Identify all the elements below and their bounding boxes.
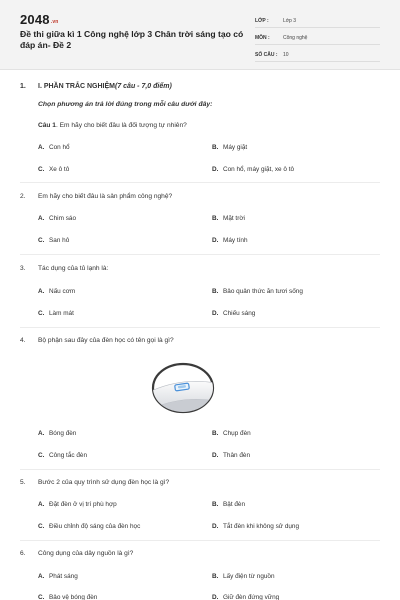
question-1-label: Câu 1 bbox=[38, 122, 56, 129]
q1-option-a[interactable]: A. Con hổ bbox=[38, 144, 70, 151]
meta-subject-label: MÔN : bbox=[255, 34, 270, 41]
logo-text: 2048 bbox=[20, 12, 50, 27]
meta-count-value: 10 bbox=[283, 51, 289, 58]
q2-option-d[interactable]: D. Máy tính bbox=[212, 237, 248, 244]
section-instruction: Chọn phương án trả lời đúng trong mỗi câu dưới đây: bbox=[38, 101, 213, 108]
q1-option-d[interactable]: D. Con hổ, máy giặt, xe ô tô bbox=[212, 166, 295, 173]
q6-option-b[interactable]: B. Lấy điện từ nguồn bbox=[212, 573, 275, 580]
question-4-text: 4. Bộ phận sau đây của đèn học có tên gọi là gì? bbox=[20, 337, 174, 344]
meta-count-label: SỐ CÂU : bbox=[255, 51, 278, 58]
q5-option-a[interactable]: A. Đặt đèn ở vị trí phù hợp bbox=[38, 501, 117, 508]
question-3-text: 3. Tác dụng của tủ lạnh là: bbox=[20, 265, 109, 272]
meta-subject-row bbox=[255, 31, 380, 45]
q4-option-d[interactable]: D. Thân đèn bbox=[212, 452, 251, 459]
q2-option-b[interactable]: B. Mặt trời bbox=[212, 215, 245, 222]
section-title: I. PHẦN TRẮC NGHIỆM bbox=[38, 83, 115, 90]
q6-option-a[interactable]: A. Phát sáng bbox=[38, 573, 78, 580]
site-logo[interactable] bbox=[20, 12, 59, 27]
q6-option-c[interactable]: C. Bảo vệ bóng đèn bbox=[38, 594, 98, 600]
section-number: 1. bbox=[20, 83, 26, 90]
q4-option-b[interactable]: B. Chụp đèn bbox=[212, 430, 251, 437]
logo-suffix: .vn bbox=[50, 19, 59, 25]
question-2-text: 2. Em hãy cho biết đâu là sản phẩm công nghệ? bbox=[20, 193, 173, 200]
q5-option-c[interactable]: C. Điều chỉnh độ sáng của đèn học bbox=[38, 523, 141, 530]
q2-option-c[interactable]: C. San hô bbox=[38, 237, 70, 244]
question-6-text: 6. Công dụng của dây nguồn là gì? bbox=[20, 550, 134, 557]
section-heading bbox=[20, 83, 172, 90]
q1-option-b[interactable]: B. Máy giặt bbox=[212, 144, 248, 151]
desk-lamp-part-image bbox=[151, 362, 215, 414]
divider bbox=[20, 540, 380, 541]
q4-option-c[interactable]: C. Công tắc đèn bbox=[38, 452, 88, 459]
meta-count-row bbox=[255, 48, 380, 62]
divider bbox=[20, 469, 380, 470]
q3-option-c[interactable]: C. Làm mát bbox=[38, 310, 74, 317]
q3-option-d[interactable]: D. Chiếu sáng bbox=[212, 310, 256, 317]
meta-class-row bbox=[255, 14, 380, 28]
divider bbox=[20, 182, 380, 183]
question-1-text bbox=[38, 122, 187, 129]
divider bbox=[20, 327, 380, 328]
page-header bbox=[0, 0, 400, 70]
q5-option-b[interactable]: B. Bật đèn bbox=[212, 501, 246, 508]
question-5-text: 5. Bước 2 của quy trình sử dụng đèn học là gì? bbox=[20, 479, 170, 486]
q4-option-a[interactable]: A. Bóng đèn bbox=[38, 430, 77, 437]
exam-meta bbox=[255, 14, 380, 65]
divider bbox=[20, 254, 380, 255]
meta-class-value: Lớp 3 bbox=[283, 17, 297, 24]
meta-class-label: LỚP : bbox=[255, 17, 269, 24]
q3-option-a[interactable]: A. Nấu cơm bbox=[38, 288, 76, 295]
question-1-body: . Em hãy cho biết đâu là đối tượng tự nhiên? bbox=[55, 122, 187, 129]
section-note: (7 câu - 7,0 điểm) bbox=[115, 83, 172, 90]
q2-option-a[interactable]: A. Chim sáo bbox=[38, 215, 76, 222]
q5-option-d[interactable]: D. Tắt đèn khi không sử dụng bbox=[212, 523, 300, 530]
q6-option-d[interactable]: D. Giữ đèn đứng vững bbox=[212, 594, 280, 600]
exam-title: Đề thi giữa kì 1 Công nghệ lớp 3 Chân trời sáng tạo có đáp án- Đề 2 bbox=[20, 29, 244, 50]
q3-option-b[interactable]: B. Bảo quản thức ăn tươi sống bbox=[212, 288, 303, 295]
meta-subject-value: Công nghệ bbox=[283, 34, 308, 41]
q1-option-c[interactable]: C. Xe ô tô bbox=[38, 166, 70, 173]
